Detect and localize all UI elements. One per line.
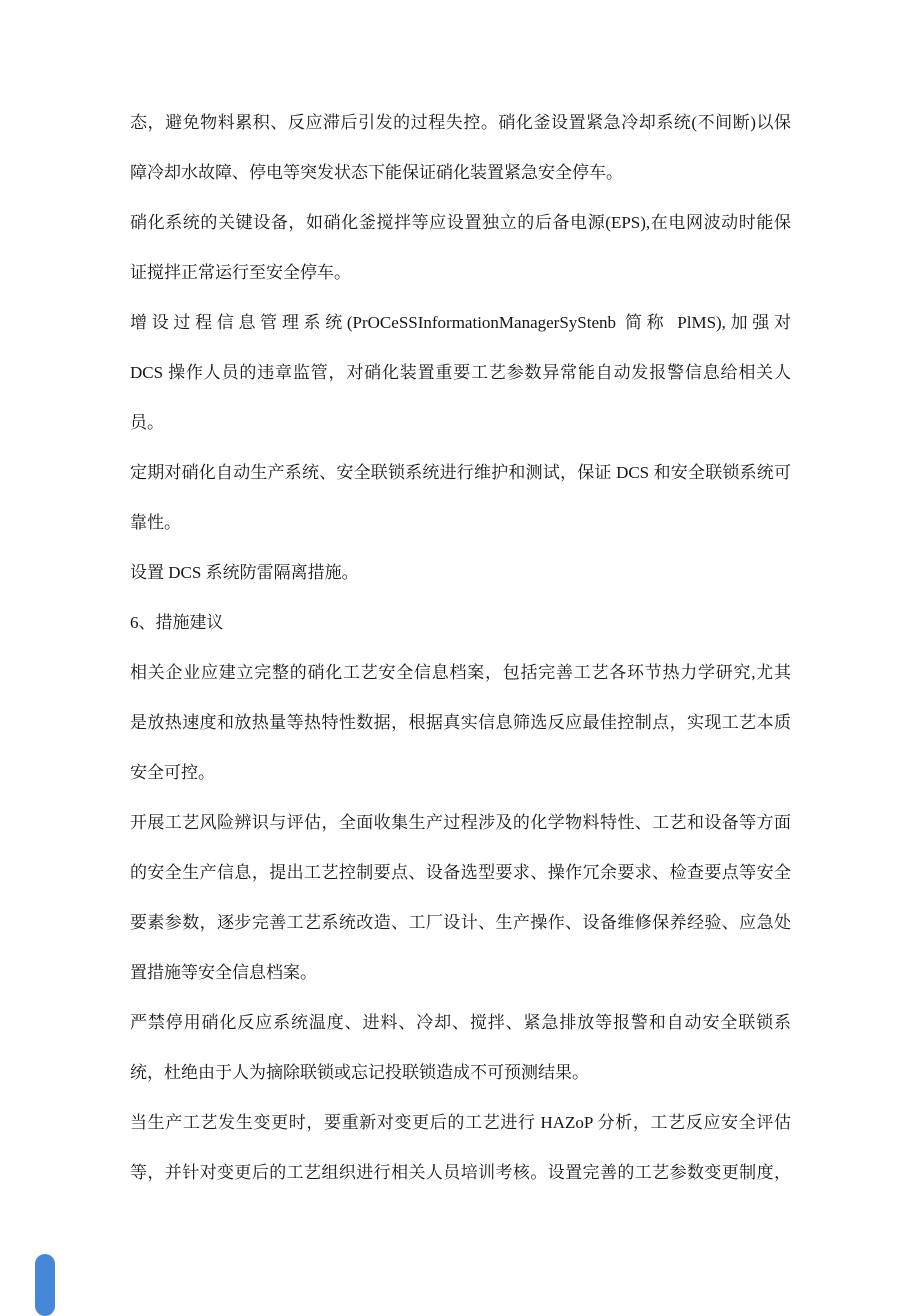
text-line: 安全可控。: [130, 763, 215, 782]
document-body: [130, 98, 791, 1198]
text-line: DCS 操作人员的违章监管，对硝化装置重要工艺参数异常能自动发报警信息给相关人: [130, 363, 791, 382]
text-line: 是放热速度和放热量等热特性数据，根据真实信息筛选反应最佳控制点，实现工艺本质: [130, 713, 791, 732]
text-line: 置措施等安全信息档案。: [130, 963, 317, 982]
text-line: 态，避免物料累积、反应滞后引发的过程失控。硝化釜设置紧急冷却系统(不间断)以保: [130, 113, 791, 132]
text-line: 统，杜绝由于人为摘除联锁或忘记投联锁造成不可预测结果。: [130, 1063, 589, 1082]
scroll-handle-icon[interactable]: [35, 1254, 55, 1316]
text-line: 开展工艺风险辨识与评估，全面收集生产过程涉及的化学物料特性、工艺和设备等方面: [130, 813, 791, 832]
text-line: 的安全生产信息，提出工艺控制要点、设备选型要求、操作冗余要求、检查要点等安全: [130, 863, 791, 882]
text-line: 靠性。: [130, 513, 181, 532]
text-line: 定期对硝化自动生产系统、安全联锁系统进行维护和测试，保证 DCS 和安全联锁系统可: [130, 463, 791, 482]
text-line: 硝化系统的关键设备，如硝化釜搅拌等应设置独立的后备电源(EPS),在电网波动时能保: [130, 213, 791, 232]
text-line: 设置 DCS 系统防雷隔离措施。: [130, 563, 359, 582]
text-line: 6、措施建议: [130, 613, 224, 632]
text-line: 相关企业应建立完整的硝化工艺安全信息档案，包括完善工艺各环节热力学研究,尤其: [130, 663, 791, 682]
text-line: 障冷却水故障、停电等突发状态下能保证硝化装置紧急安全停车。: [130, 163, 623, 182]
text-line: 当生产工艺发生变更时，要重新对变更后的工艺进行 HAZoP 分析，工艺反应安全评估: [130, 1113, 791, 1132]
text-line: 要素参数，逐步完善工艺系统改造、工厂设计、生产操作、设备维修保养经验、应急处: [130, 913, 791, 932]
text-line: 员。: [130, 413, 164, 432]
text-line: 等，并针对变更后的工艺组织进行相关人员培训考核。设置完善的工艺参数变更制度，: [130, 1163, 791, 1182]
text-line: 严禁停用硝化反应系统温度、进料、冷却、搅拌、紧急排放等报警和自动安全联锁系: [130, 1013, 791, 1032]
text-line: 证搅拌正常运行至安全停车。: [130, 263, 351, 282]
text-line: 增设过程信息管理系统(PrOCeSSInformationManagerSyStenb 简称 PlMS),加强对: [130, 313, 791, 332]
